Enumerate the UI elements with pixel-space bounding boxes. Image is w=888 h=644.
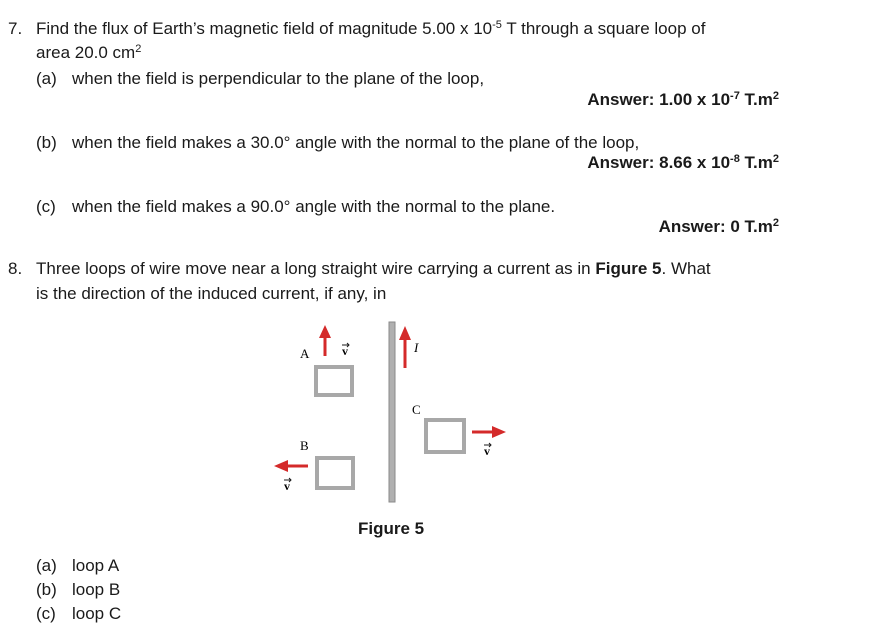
- loop-c-v-label: v: [484, 444, 490, 458]
- answer-7a: Answer: 1.00 x $10^{-7}$ $T.m^2$: [587, 90, 779, 109]
- loop-a-velocity-arrowhead: [319, 325, 331, 338]
- answer-7c: Answer: 0 $T.m^2$: [658, 217, 779, 236]
- loop-b-label: B: [300, 438, 309, 453]
- part-7a-label: (a): [36, 69, 57, 88]
- question-7-line-2: area 20.0 $cm^2$: [36, 43, 142, 62]
- part-7c-text: when the field makes a 90.0° angle with the normal to the plane.: [72, 197, 556, 216]
- loop-c: [426, 420, 464, 452]
- loop-c-label: C: [412, 402, 421, 417]
- part-7b-label: (b): [36, 133, 57, 152]
- part-7c-label: (c): [36, 197, 56, 216]
- loop-b: [317, 458, 353, 488]
- question-8-line-1: Three loops of wire move near a long straight wire carrying a current as in Figure 5. What: [36, 259, 711, 278]
- part-8a-text: loop A: [72, 556, 120, 575]
- question-8-line-2: is the direction of the induced current, if any, in: [36, 284, 387, 303]
- part-8c-label: (c): [36, 604, 56, 623]
- part-7b-text: when the field makes a 30.0° angle with the normal to the plane of the loop,: [72, 133, 640, 152]
- part-7a-text: when the field is perpendicular to the plane of the loop,: [72, 69, 485, 88]
- question-7-line-1: Find the flux of Earth’s magnetic field of magnitude 5.00 x $10^{-5}$ T through a square loop of: [36, 19, 706, 38]
- loop-b-velocity-arrowhead: [274, 460, 288, 472]
- loop-a-v-label: v: [342, 344, 348, 358]
- question-8-number: 8.: [8, 259, 23, 278]
- loop-a-label: A: [300, 346, 310, 361]
- figure-caption: Figure 5: [358, 519, 425, 538]
- straight-wire: [389, 322, 395, 502]
- loop-a: [316, 367, 352, 395]
- loop-b-v-label: v: [284, 479, 290, 493]
- part-8b-text: loop B: [72, 580, 121, 599]
- part-8c-text: loop C: [72, 604, 122, 623]
- part-8b-label: (b): [36, 580, 57, 599]
- current-label: I: [414, 340, 419, 355]
- current-arrowhead: [399, 326, 411, 340]
- question-7-number: 7.: [8, 19, 23, 38]
- answer-7b: Answer: 8.66 x $10^{-8}$ $T.m^2$: [587, 153, 779, 172]
- loop-c-velocity-arrowhead: [492, 426, 506, 438]
- part-8a-label: (a): [36, 556, 57, 575]
- figure-reference: Figure 5: [595, 259, 662, 278]
